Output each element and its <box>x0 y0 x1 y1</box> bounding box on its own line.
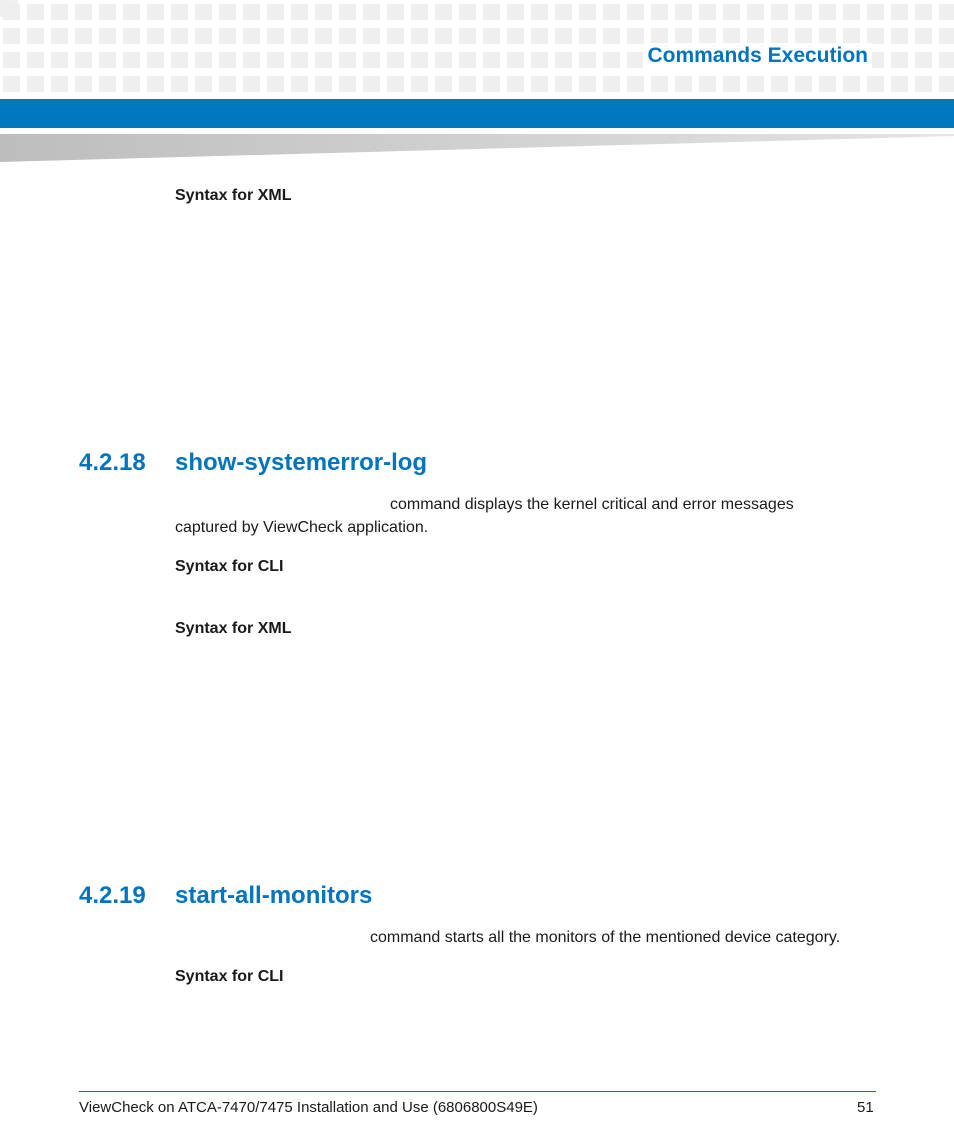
footer-page-number: 51 <box>857 1099 874 1116</box>
header-blue-band <box>0 99 954 128</box>
syntax-cli-label-18: Syntax for CLI <box>175 558 284 575</box>
header-grey-wedge <box>0 128 954 164</box>
footer-rule <box>79 1091 876 1092</box>
section-heading-4-2-19 <box>79 881 372 911</box>
section-heading-4-2-18 <box>79 448 427 478</box>
syntax-xml-label-18: Syntax for XML <box>175 620 292 637</box>
syntax-cli-label-19: Syntax for CLI <box>175 968 284 985</box>
section-number: 4.2.18 <box>79 449 146 476</box>
footer-document-title: ViewCheck on ATCA-7470/7475 Installation and Use (6806800S49E) <box>79 1099 538 1116</box>
section-title: show-systemerror-log <box>175 449 428 476</box>
section-18-body-line-2: captured by ViewCheck application. <box>175 519 429 536</box>
syntax-xml-label-top: Syntax for XML <box>175 187 292 204</box>
section-title: start-all-monitors <box>175 882 373 909</box>
section-19-body-line-1: command starts all the monitors of the mentioned device category. <box>370 929 841 946</box>
section-18-body-line-1: command displays the kernel critical and error messages <box>390 496 794 513</box>
running-header-title: Commands Execution <box>643 43 872 69</box>
section-number: 4.2.19 <box>79 882 146 909</box>
